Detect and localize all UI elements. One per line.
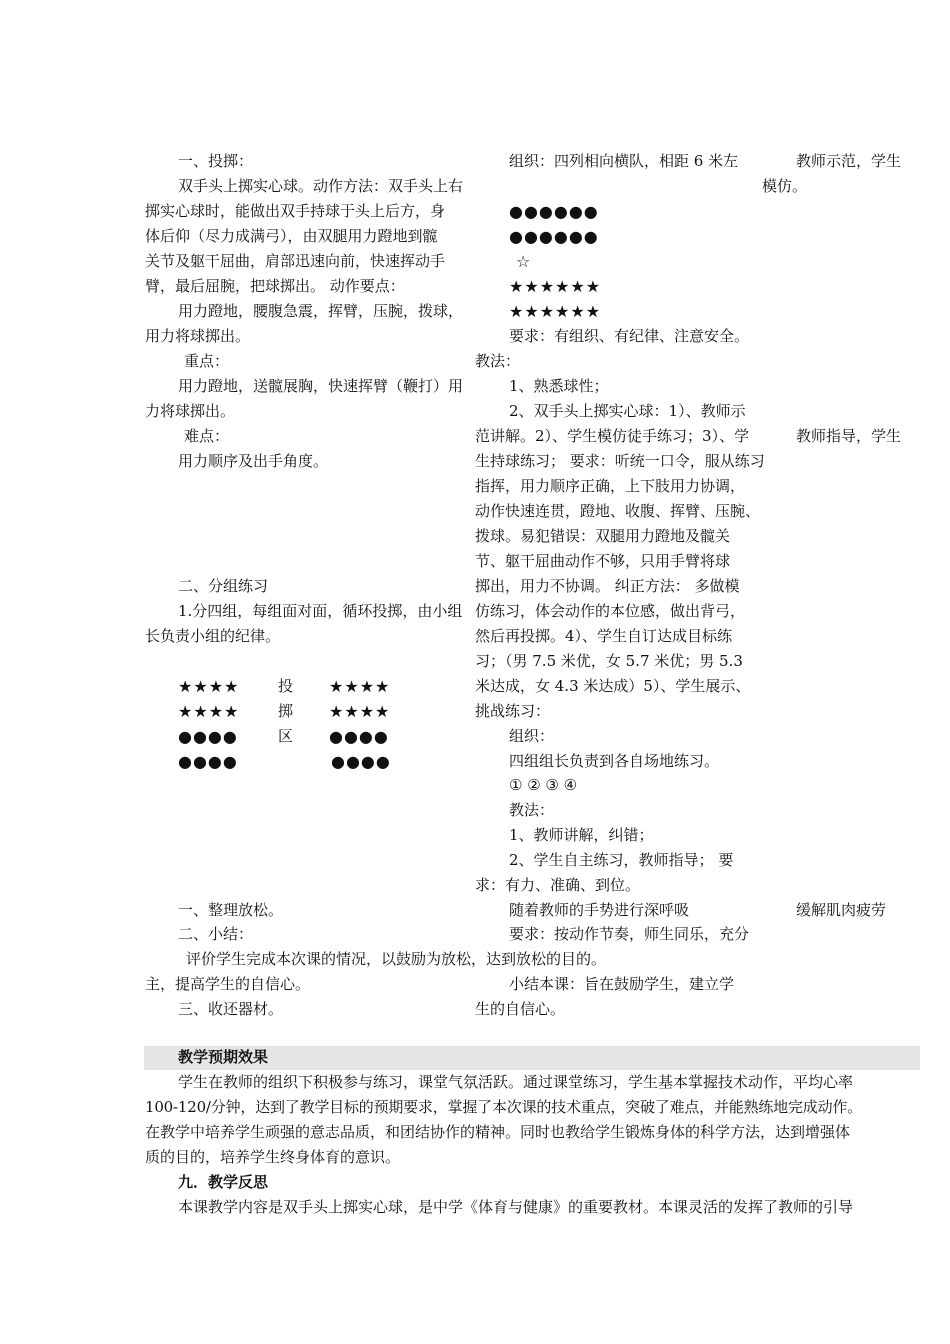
right-text-line: 模仿。 (762, 177, 808, 195)
right-text-line: 教师指导，学生 (796, 427, 902, 445)
middle-text-line: 组织：四列相向横队，相距 6 米左 (509, 152, 739, 170)
paragraph-line: 在教学中培养学生顽强的意志品质，和团结协作的精神。同时也教给学生锻炼身体的科学方法，达到增强体 (145, 1123, 851, 1141)
middle-text-line: 1、熟悉球性； (509, 377, 609, 395)
summary-text-line: 主，提高学生的自信心。 (145, 975, 311, 993)
middle-text-line: 要求：有组织、有纪律、注意安全。 (509, 327, 750, 345)
left-text-line: 长负责小组的纪律。 (145, 627, 281, 645)
teacher-position-star: ☆ (516, 252, 532, 271)
middle-text-line: 米达成，女 4.3 米达成）5）、学生展示、 (475, 677, 751, 695)
key-point-heading: 重点： (184, 352, 230, 370)
middle-text-line: 然后再投掷。4）、学生自订达成目标练 (475, 627, 733, 645)
left-text-line: 1.分四组，每组面对面，循环投掷，由小组 (178, 602, 463, 620)
section-throwing-heading: 一、投掷： (178, 152, 254, 170)
formation-left-stars: ★★★★ (178, 677, 240, 696)
formation-stars-row: ★★★★★★ (509, 277, 602, 296)
middle-text-line: 范讲解。2）、学生模仿徒手练习；3）、学 (475, 427, 750, 445)
left-text-line: 用力顺序及出手角度。 (178, 452, 329, 470)
right-text-line: 教师示范，学生 (796, 152, 902, 170)
left-text-line: 双手头上掷实心球。动作方法：双手头上右 (178, 177, 464, 195)
middle-text-line: 掷出，用力不协调。 纠正方法： 多做模 (475, 577, 740, 595)
middle-text-line: 求：有力、准确、到位。 (475, 876, 641, 894)
paragraph-line: 100-120/分钟，达到了教学目标的预期要求，掌握了本次课的技术重点，突破了难点，并能熟练地完成动作。 (145, 1098, 862, 1116)
left-text-line: 体后仰（尽力成满弓），由双腿用力蹬地到髋 (145, 227, 438, 245)
middle-text-line: 2、学生自主练习，教师指导； 要 (509, 851, 734, 869)
middle-text-line: 组织： (509, 727, 555, 745)
middle-text-line: 节、躯干屈曲动作不够，只用手臂将球 (475, 552, 731, 570)
section-relax-heading: 一、整理放松。 (178, 901, 284, 919)
expected-effect-heading: 教学预期效果 (178, 1048, 269, 1066)
formation-left-stars: ★★★★ (178, 702, 240, 721)
formation-dots-row: ●●●●●● (509, 202, 599, 221)
formation-stars-row: ★★★★★★ (509, 302, 602, 321)
middle-text-line: 拨球。易犯错误：双腿用力蹬地及髋关 (475, 527, 731, 545)
middle-text-line: 1、教师讲解，纠错； (509, 826, 654, 844)
middle-text-line: 教法： (475, 352, 521, 370)
paragraph-line: 学生在教师的组织下积极参与练习，课堂气氛活跃。通过课堂练习，学生基本掌握技术动作，平均心率 (178, 1073, 854, 1091)
left-text-line: 关节及躯干屈曲，肩部迅速向前，快速挥动手 (145, 252, 446, 270)
middle-text-line: 动作快速连贯，蹬地、收腹、挥臂、压腕、 (475, 502, 761, 520)
paragraph-line: 质的目的，培养学生终身体育的意识。 (145, 1148, 401, 1166)
left-text-line: 用力将球掷出。 (145, 327, 251, 345)
reflection-heading: 九．教学反思 (178, 1173, 269, 1191)
formation-left-dots: ●●●● (178, 752, 238, 771)
left-text-line: 用力蹬地，腰腹急震，挥臂，压腕，拨球， (178, 302, 464, 320)
middle-text-line: 小结本课：旨在鼓励学生，建立学 (509, 975, 735, 993)
middle-text-line: 四组组长负责到各自场地练习。 (509, 752, 720, 770)
middle-text-line: 2、双手头上掷实心球：1）、教师示 (509, 402, 746, 420)
left-text-line: 臂，最后屈腕，把球掷出。 动作要点： (145, 277, 405, 295)
middle-text-line: 仿练习，体会动作的本位感，做出背弓， (475, 602, 746, 620)
left-text-line: 力将球掷出。 (145, 402, 236, 420)
section-equipment-heading: 三、收还器材。 (178, 1000, 284, 1018)
section-group-practice-heading: 二、分组练习 (178, 577, 269, 595)
middle-text-line: 生的自信心。 (475, 1000, 566, 1018)
middle-text-line: 习；（男 7.5 米优，女 5.7 米优；男 5.3 (475, 652, 743, 670)
difficulty-heading: 难点： (184, 427, 230, 445)
right-text-line: 缓解肌肉疲劳 (796, 901, 887, 919)
summary-text-line: 评价学生完成本次课的情况，以鼓励为放松，达到放松的目的。 (186, 950, 607, 968)
formation-dots-row: ●●●●●● (509, 227, 599, 246)
formation-left-dots: ●●●● (178, 727, 238, 746)
throw-zone-label: 掷 (278, 702, 294, 720)
formation-right-dots: ●●●● (331, 752, 391, 771)
middle-text-line: 指挥，用力顺序正确，上下肢用力协调， (475, 477, 746, 495)
formation-right-stars: ★★★★ (329, 702, 391, 721)
middle-text-line: 随着教师的手势进行深呼吸 (509, 901, 690, 919)
group-numbers: ① ② ③ ④ (509, 776, 578, 794)
formation-right-dots: ●●●● (329, 727, 389, 746)
middle-text-line: 要求：按动作节奏，师生同乐，充分 (509, 925, 750, 943)
section-summary-heading: 二、小结： (178, 925, 254, 943)
middle-text-line: 教法： (509, 801, 555, 819)
left-text-line: 用力蹬地，送髋展胸，快速挥臂（鞭打）用 (178, 377, 464, 395)
middle-text-line: 挑战练习： (475, 702, 551, 720)
throw-zone-label: 投 (278, 677, 294, 695)
paragraph-line: 本课教学内容是双手头上掷实心球，是中学《体育与健康》的重要教材。本课灵活的发挥了教师的引导 (178, 1198, 854, 1216)
left-text-line: 掷实心球时，能做出双手持球于头上后方，身 (145, 202, 446, 220)
throw-zone-label: 区 (278, 727, 294, 745)
formation-right-stars: ★★★★ (329, 677, 391, 696)
middle-text-line: 生持球练习； 要求：听统一口令，服从练习 (475, 452, 765, 470)
